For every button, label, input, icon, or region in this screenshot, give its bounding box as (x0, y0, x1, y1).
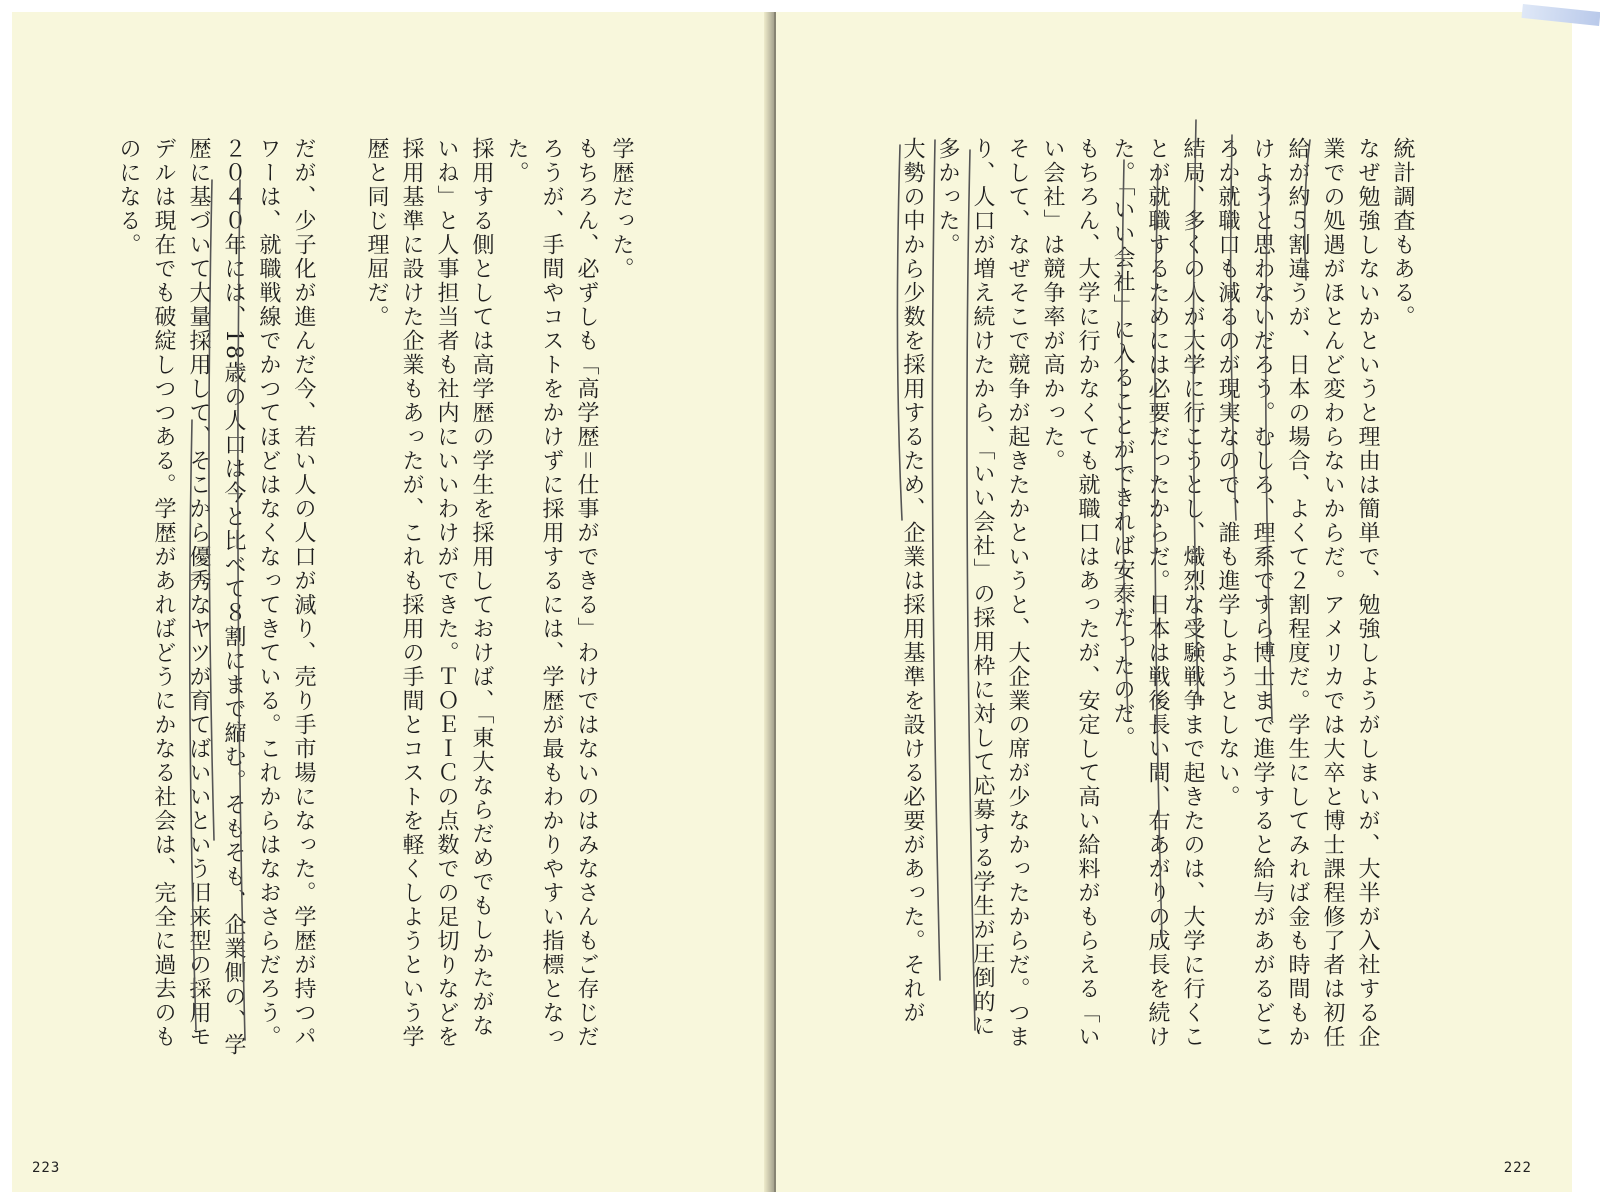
left-paragraph-1: 学歴だった。 (609, 137, 634, 281)
right-page (776, 12, 1572, 1192)
left-paragraph-2: もちろん、必ずしも「高学歴＝仕事ができる」わけではないのはみなさんもご存じだろうが、手間やコストをかけずに採用するには、学歴が最もわかりやすい指標となった。 (504, 137, 599, 1050)
right-page-text (895, 137, 1420, 1057)
left-paragraph-3: 採用する側としては高学歴の学生を採用しておけば、「東大ならだめでもしかたがないね」と人事担当者も社内にいいわけができた。ＴＯＥＩＣの点数での足切りなどを採用基準に設けた企業もあったが、これも採用の手間とコストを軽くしようという学歴と同じ理屈だ。 (364, 137, 494, 1049)
right-page-number: 222 (1503, 1160, 1532, 1176)
right-paragraph-3: 結局、多くの人が大学に行こうとし、熾烈な受験戦争まで起きたのは、大学に行くことが就職するためには必要だったからだ。日本は戦後長い間、右あがりの成長を続けた。「いい会社」に入ることができれば安泰だったのだ。 (1110, 137, 1205, 1049)
right-paragraph-2: なぜ勉強しないかというと理由は簡単で、勉強しようがしまいが、大半が入社する企業での処遇がほとんど変わらないからだ。アメリカでは大卒と博士課程修了者は初任給が約５割違うが、日本の場合、よくて２割程度だ。学生にしてみれば金も時間もかけようと思わないだろう。むしろ、理系ですら博士まで進学すると給与があがるどころか就職口も減るのが現実なので、誰も進学しようとしない。 (1215, 137, 1380, 1049)
right-paragraph-1: 統計調査もある。 (1390, 137, 1415, 329)
left-paragraph-break (321, 137, 359, 1057)
right-paragraph-5: そして、なぜそこで競争が起きたかというと、大企業の席が少なかったからだ。つまり、人口が増え続けたから、「いい会社」の採用枠に対して応募する学生が圧倒的に多かった。 (935, 137, 1030, 1049)
left-paragraph-4: だが、少子化が進んだ今、若い人の人口が減り、売り手市場になった。学歴が持つパワーは、就職戦線でかつてほどはなくなってきている。これからはなおさらだろう。２０４０年には、18歳の人口は今と比べて８割にまで縮む。そもそも、企業側の、学歴に基づいて大量採用して、そこから優秀なヤツが育てばいいという旧来型の採用モデルは現在でも破綻しつつある。学歴があればどうにかなる社会は、完全に過去のものになる。 (116, 137, 316, 1057)
right-paragraph-6: 大勢の中から少数を採用するため、企業は採用基準を設ける必要があった。それが (900, 137, 925, 1025)
left-page-text (111, 137, 639, 1057)
left-page-number: 223 (32, 1160, 61, 1176)
left-page (12, 12, 773, 1192)
right-paragraph-4: もちろん、大学に行かなくても就職口はあったが、安定して高い給料がもらえる「いい会社」は競争率が高かった。 (1040, 137, 1100, 1049)
